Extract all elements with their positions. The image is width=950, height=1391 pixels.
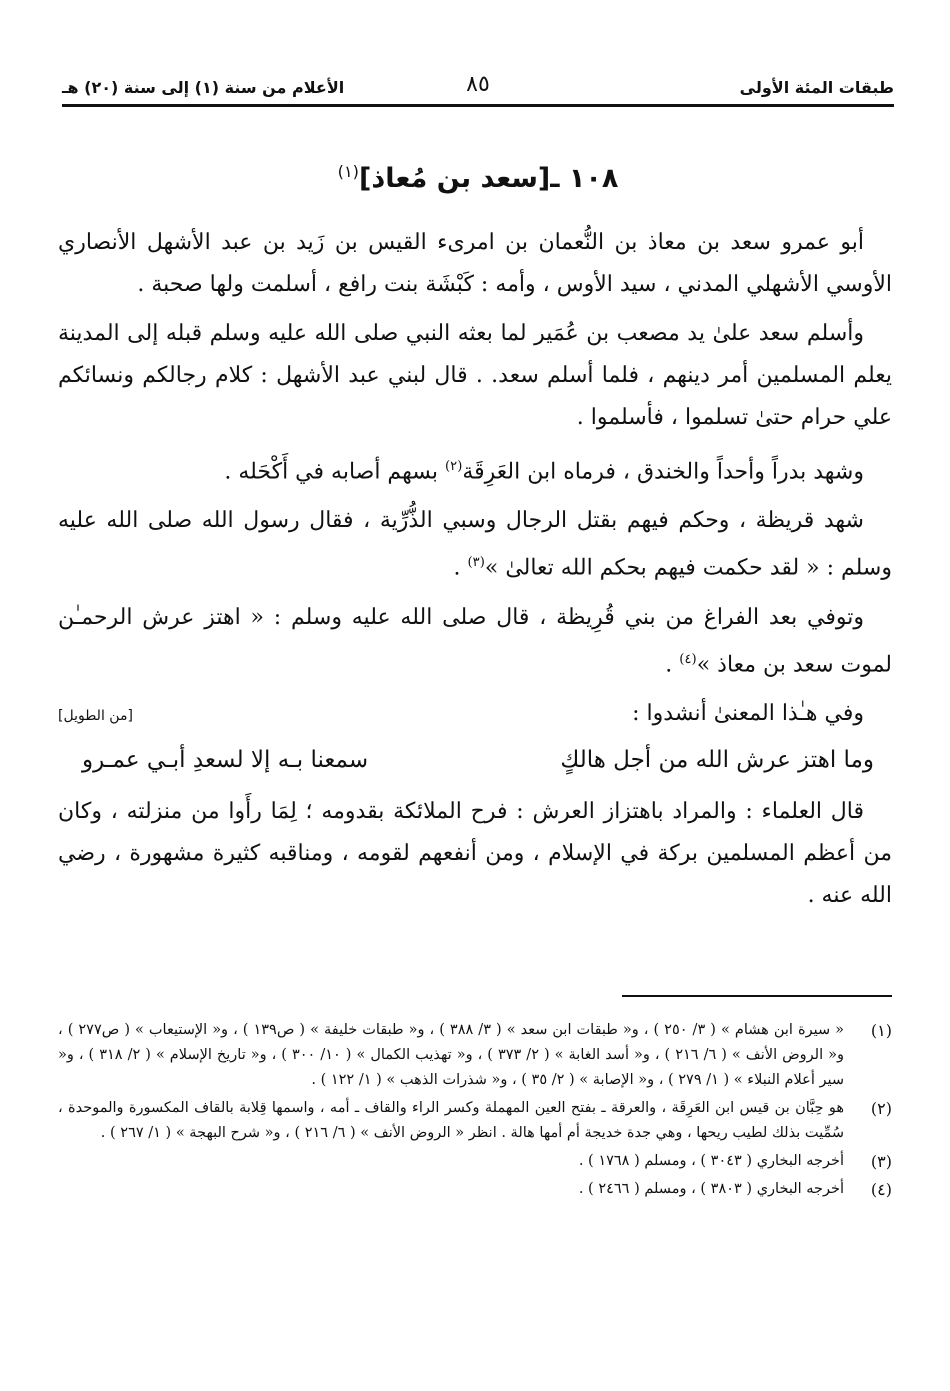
paragraph-battles-text-a: وشهد بدراً وأحداً والخندق ، فرماه ابن العَرِقَة [462, 459, 864, 485]
section-title: الأعلام من سنة (١) إلى سنة (٢٠) هـ [62, 78, 345, 97]
paragraph-death [58, 597, 892, 686]
paragraph-qurayza-text-b: . [453, 555, 468, 581]
paragraph-death-text-b: . [665, 651, 680, 677]
footnote-ref-3: (٣) [467, 555, 485, 571]
paragraph-conversion: وأسلم سعد علىٰ يد مصعب بن عُمَير لما بعثه النبي صلى الله عليه وسلم قبله إلى المدينة يعلم المسلمين أمر دينهم ، فلما أسلم سعد. . قال لبني عبد الأشهل : كلام رجالكم ونسائكم علي حرام حتىٰ تسلموا ، فأسلموا . [58, 321, 892, 430]
entry-number: ١٠٨ ـ [550, 163, 619, 194]
footnote-rule [622, 995, 892, 997]
footnote-number: (١) [870, 1021, 892, 1040]
footnote-text: أخرجه البخاري ( ٣٠٤٣ ) ، ومسلم ( ١٧٦٨ ) . [578, 1153, 844, 1169]
verse-second-hemistich: سمعنا بـه إلا لسعدِ أبـي عمـرو [82, 746, 369, 773]
footnote-number: (٢) [870, 1099, 892, 1118]
footnote-number: (٤) [870, 1180, 892, 1199]
entry-name: [سعد بن مُعاذ] [359, 163, 551, 194]
main-text [58, 222, 892, 924]
paragraph-battles [58, 446, 892, 493]
poem-verse [58, 739, 892, 781]
footnote-ref-4: (٤) [679, 651, 697, 667]
entry-title [62, 162, 894, 194]
header-rule [62, 104, 894, 107]
running-header [62, 70, 894, 104]
footnote-text: أخرجه البخاري ( ٣٨٠٣ ) ، ومسلم ( ٢٤٦٦ ) . [578, 1181, 844, 1197]
footnote-ref-2: (٢) [444, 459, 463, 474]
poem-meter: [من الطويل] [58, 707, 133, 724]
paragraph-lineage: أبو عمرو سعد بن معاذ بن النُّعمان بن امرىء القيس بن زَيد بن عبد الأشهل الأنصاري الأوسي الأشهلي المدني ، سيد الأوس ، وأمه : كَبْشَة بنت رافع ، أسلمت ولها صحبة . [58, 230, 892, 297]
footnote [58, 1096, 892, 1146]
paragraph-battles-text-b: بسهم أصابه في أَكْحَله . [224, 459, 445, 485]
footnote-text: « سيرة ابن هشام » ( ٣/ ٢٥٠ ) ، و« طبقات ابن سعد » ( ٣/ ٣٨٨ ) ، و« طبقات خليفة » ( ص١٣٩ ) ، و« الإستيعاب » ( ص٢٧٧ ) ، و« الروض الأنف » ( ٦/ ٢١٦ ) ، و« أسد الغابة » ( ٢/ ٣٧٣ ) ، و« تهذيب الكمال » ( ١٠/ ٣٠٠ ) ، و« تاريخ الإسلام » ( ٢/ ٣١٨ ) ، و« سير أعلام النبلاء » ( ١/ ٢٧٩ ) ، و« الإصابة » ( ٢/ ٣٥ ) ، و« شذرات الذهب » ( ١/ ١٢٢ ) . [58, 1022, 845, 1088]
entry-footnote-ref: (١) [337, 162, 359, 181]
footnote [58, 1018, 892, 1093]
footnotes [58, 1018, 892, 1205]
verse-first-hemistich: وما اهتز عرش الله من أجل هالكٍ [560, 746, 874, 773]
paragraph-scholars: قال العلماء : والمراد باهتزاز العرش : فرح الملائكة بقدومه ؛ لِمَا رأَوا من منزلته ، وكان من أعظم المسلمين بركة في الإسلام ، ومن أنفعهم لقومه ، ومناقبه كثيرة مشهورة ، رضي الله عنه . [58, 798, 892, 908]
footnote [58, 1177, 892, 1202]
paragraph-qurayza-text-a: شهد قريظة ، وحكم فيهم بقتل الرجال وسبي الذُّرِّية ، فقال رسول الله صلى الله عليه وسلم : « لقد حكمت فيهم بحكم الله تعالىٰ » [58, 508, 892, 581]
book-title: طبقات المئة الأولى [739, 78, 894, 97]
poem-intro [58, 693, 892, 735]
footnote-text: هو حِبَّان بن قيس ابن العَرِقَة ، والعرقة ـ بفتح العين المهملة وكسر الراء والقاف ـ أمه ، واسمها قِلابة بالقاف المكسورة والموحدة ، سُمِّيت بذلك لطيب ريحها ، وهي جدة خديجة أم أمها هالة . انظر « الروض الأنف » ( ٦/ ٢١٦ ) ، و« شرح البهجة » ( ١/ ٢٦٧ ) . [58, 1100, 844, 1141]
page-number: ٨٥ [466, 72, 490, 97]
poem-intro-text: وفي هـٰذا المعنىٰ أنشدوا : [632, 700, 864, 726]
footnote [58, 1149, 892, 1174]
paragraph-qurayza [58, 500, 892, 589]
footnote-number: (٣) [870, 1152, 892, 1171]
paragraph-death-text-a: وتوفي بعد الفراغ من بني قُرِيظة ، قال صلى الله عليه وسلم : « اهتز عرش الرحمـٰن لموت سعد بن معاذ » [58, 604, 892, 677]
